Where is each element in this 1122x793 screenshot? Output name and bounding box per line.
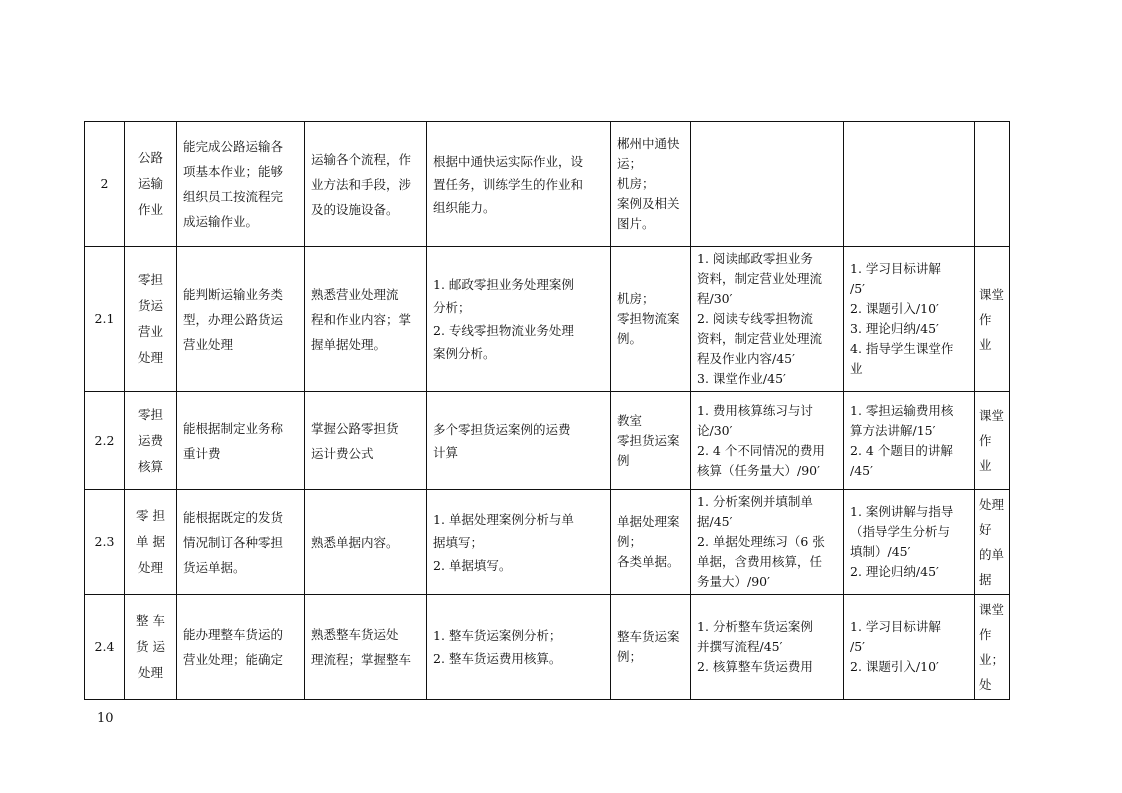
- cell-text-line: 握单据处理。: [311, 336, 387, 352]
- cell-text-line: 课堂作: [979, 408, 1005, 448]
- cell-text-line: 填制）/45′: [850, 544, 911, 559]
- cell-activity: [691, 392, 844, 490]
- cell-text-line: 2. 单据处理练习（6 张: [697, 534, 825, 549]
- cell-text-line: 单 据: [136, 534, 165, 549]
- cell-text-line: 程和作业内容；掌: [311, 311, 412, 327]
- cell-text-line: 1. 分析整车货运案例: [697, 619, 813, 634]
- table-row: [85, 595, 1010, 700]
- cell-module-name: [125, 595, 177, 700]
- cell-text-line: 掌握公路零担货: [311, 420, 399, 436]
- cell-text-line: 熟悉营业处理流: [311, 286, 399, 302]
- cell-activity: [691, 122, 844, 247]
- cell-ability: [177, 490, 305, 595]
- cell-task: [427, 392, 611, 490]
- page-number: 10: [97, 711, 114, 726]
- cell-method: [844, 247, 975, 392]
- cell-text-line: 整车货运案: [617, 629, 680, 644]
- cell-text-line: 及的设施设备。: [311, 201, 399, 217]
- cell-module-name: [125, 247, 177, 392]
- cell-text-line: 例。: [617, 331, 643, 346]
- cell-text-line: 能判断运输业务类: [183, 286, 284, 302]
- cell-text-line: 1. 整车货运案例分析；: [433, 628, 562, 643]
- cell-text: 2.3: [94, 534, 115, 549]
- cell-place: [611, 490, 691, 595]
- cell-module-name: [125, 122, 177, 247]
- cell-assessment: [975, 595, 1010, 700]
- cell-text-line: 并撰写流程/45′: [697, 639, 783, 654]
- cell-text-line: 1. 阅读邮政零担业务: [697, 251, 813, 266]
- curriculum-table: [84, 121, 1010, 700]
- cell-num: [85, 392, 125, 490]
- cell-task: [427, 595, 611, 700]
- cell-text-line: 2. 单据填写。: [433, 557, 512, 573]
- cell-text-line: 运输: [137, 176, 163, 191]
- cell-text-line: 分析；: [433, 300, 471, 315]
- cell-text-line: 能根据制定业务称: [183, 420, 284, 436]
- cell-method: [844, 490, 975, 595]
- cell-text-line: 业方法和手段，涉: [311, 176, 412, 192]
- cell-text-line: 零担: [137, 406, 163, 422]
- cell-text-line: 理流程；掌握整车: [311, 652, 412, 667]
- table-row: [85, 392, 1010, 490]
- cell-text-line: 型，办理公路货运: [183, 311, 284, 327]
- cell-text-line: 2. 阅读专线零担物流: [697, 311, 813, 326]
- cell-text-line: 2. 理论归纳/45′: [850, 564, 939, 579]
- cell-text-line: 的单据: [979, 547, 1005, 587]
- cell-text-line: 论/30′: [697, 422, 733, 438]
- cell-text-line: 业；处: [979, 652, 1005, 692]
- cell-module-name: [125, 392, 177, 490]
- cell-task: [427, 122, 611, 247]
- cell-text-line: /5′: [850, 281, 866, 296]
- cell-text-line: 2. 专线零担物流业务处理: [433, 323, 574, 338]
- cell-text-line: 2. 4 个不同情况的费用: [697, 442, 825, 458]
- cell-text-line: 能根据既定的发货: [183, 509, 284, 525]
- cell-knowledge: [305, 392, 427, 490]
- cell-text-line: 算方法讲解/15′: [850, 422, 936, 438]
- cell-num: [85, 595, 125, 700]
- cell-activity: [691, 247, 844, 392]
- cell-text-line: 重计费: [183, 445, 221, 461]
- cell-text: 2: [100, 176, 109, 191]
- cell-text-line: 零担物流案: [617, 311, 680, 326]
- cell-text-line: 根据中通快运实际作业，设: [433, 153, 584, 169]
- cell-num: [85, 490, 125, 595]
- table-row: [85, 490, 1010, 595]
- cell-text-line: 程/30′: [697, 291, 733, 306]
- cell-ability: [177, 392, 305, 490]
- table-row: [85, 247, 1010, 392]
- cell-text-line: 多个零担货运案例的运费: [433, 421, 571, 437]
- cell-task: [427, 490, 611, 595]
- cell-text-line: 熟悉整车货运处: [311, 627, 399, 642]
- cell-ability: [177, 595, 305, 700]
- cell-text-line: 单据处理案: [617, 514, 680, 529]
- cell-text-line: 业: [979, 336, 992, 352]
- cell-text-line: 营业处理: [183, 336, 234, 352]
- table-body: [85, 122, 1010, 700]
- cell-text-line: 业: [979, 458, 992, 473]
- cell-text-line: 资料，制定营业处理流: [697, 331, 823, 346]
- cell-text-line: 情况制订各种零担: [183, 534, 284, 550]
- cell-ability: [177, 247, 305, 392]
- cell-text-line: 4. 指导学生课堂作: [850, 341, 954, 356]
- cell-text-line: 1. 单据处理案例分析与单: [433, 511, 574, 527]
- cell-method: [844, 392, 975, 490]
- cell-text-line: 零担货运案: [617, 432, 680, 448]
- cell-text-line: 课堂作: [979, 286, 1005, 327]
- cell-text-line: 1. 零担运输费用核: [850, 402, 954, 418]
- cell-place: [611, 122, 691, 247]
- cell-assessment: [975, 247, 1010, 392]
- cell-text-line: 3. 课堂作业/45′: [697, 371, 786, 386]
- cell-text-line: 货运单据。: [183, 559, 246, 575]
- cell-text-line: 2. 核算整车货运费用: [697, 659, 813, 674]
- cell-text-line: 据填写；: [433, 534, 484, 550]
- cell-activity: [691, 490, 844, 595]
- cell-knowledge: [305, 490, 427, 595]
- cell-method: [844, 122, 975, 247]
- cell-text-line: 组织能力。: [433, 199, 496, 215]
- cell-text-line: 项基本作业；能够: [183, 164, 284, 179]
- cell-text-line: 作业: [137, 202, 163, 217]
- cell-text-line: 处理: [137, 350, 163, 365]
- cell-text-line: 案例分析。: [433, 346, 496, 361]
- cell-text: 2.4: [94, 639, 115, 654]
- cell-place: [611, 595, 691, 700]
- cell-text-line: 核算（任务量大）/90′: [697, 462, 820, 478]
- cell-text-line: 货运: [137, 298, 163, 313]
- cell-text-line: 熟悉单据内容。: [311, 534, 399, 550]
- cell-text-line: 能办理整车货运的: [183, 627, 284, 642]
- cell-text-line: 营业处理；能确定: [183, 652, 284, 667]
- cell-text-line: 1. 邮政零担业务处理案例: [433, 277, 574, 292]
- cell-text-line: 公路: [137, 150, 163, 165]
- cell-text-line: 组织员工按流程完: [183, 189, 284, 204]
- cell-text-line: 计算: [433, 444, 459, 460]
- cell-text-line: 2. 4 个题目的讲解: [850, 442, 953, 458]
- cell-text-line: 据/45′: [697, 514, 733, 529]
- cell-task: [427, 247, 611, 392]
- cell-text-line: 郴州中通快: [617, 136, 680, 151]
- cell-num: [85, 122, 125, 247]
- cell-text-line: 置任务，训练学生的作业和: [433, 176, 584, 192]
- cell-method: [844, 595, 975, 700]
- cell-text-line: 运计费公式: [311, 445, 374, 461]
- cell-module-name: [125, 490, 177, 595]
- cell-text-line: 核算: [137, 458, 163, 474]
- cell-text-line: 1. 学习目标讲解: [850, 261, 941, 276]
- cell-text-line: 机房；: [617, 291, 655, 306]
- cell-text-line: /45′: [850, 462, 873, 478]
- cell-text-line: 教室: [617, 412, 643, 428]
- cell-assessment: [975, 392, 1010, 490]
- cell-text-line: 运；: [617, 156, 643, 171]
- cell-text-line: 资料，制定营业处理流: [697, 271, 823, 286]
- cell-text-line: 2. 课题引入/10′: [850, 301, 939, 316]
- cell-text-line: 处理好: [979, 497, 1005, 537]
- cell-text-line: 1. 分析案例并填制单: [697, 494, 813, 509]
- cell-text-line: 运费: [137, 432, 163, 448]
- cell-text-line: 各类单据。: [617, 554, 680, 569]
- cell-text-line: 2. 课题引入/10′: [850, 659, 939, 674]
- cell-text-line: （指导学生分析与: [850, 524, 951, 539]
- cell-text-line: 1. 费用核算练习与讨: [697, 402, 813, 418]
- cell-text-line: 处理: [137, 665, 163, 680]
- cell-text-line: 例；: [617, 649, 643, 664]
- cell-text-line: 货 运: [136, 639, 165, 654]
- cell-text-line: 1. 学习目标讲解: [850, 619, 941, 634]
- cell-text: 2.1: [94, 311, 115, 326]
- cell-text-line: 处理: [137, 560, 163, 575]
- cell-text: 2.2: [94, 432, 115, 448]
- cell-ability: [177, 122, 305, 247]
- cell-text-line: 营业: [137, 324, 163, 339]
- cell-text-line: 零担: [137, 272, 163, 287]
- cell-text-line: 业: [850, 361, 863, 376]
- cell-text-line: 程及作业内容/45′: [697, 351, 795, 366]
- cell-text-line: 1. 案例讲解与指导: [850, 504, 954, 519]
- cell-text-line: 2. 整车货运费用核算。: [433, 651, 562, 666]
- cell-text-line: 例: [617, 452, 630, 468]
- cell-text-line: 零 担: [136, 508, 165, 523]
- cell-text-line: /5′: [850, 639, 866, 654]
- cell-text-line: 能完成公路运输各: [183, 139, 284, 154]
- cell-assessment: [975, 122, 1010, 247]
- cell-knowledge: [305, 595, 427, 700]
- cell-assessment: [975, 490, 1010, 595]
- table-row: [85, 122, 1010, 247]
- cell-activity: [691, 595, 844, 700]
- cell-text-line: 成运输作业。: [183, 214, 259, 229]
- cell-text-line: 单据，含费用核算，任: [697, 554, 823, 569]
- cell-text-line: 务量大）/90′: [697, 574, 770, 589]
- cell-knowledge: [305, 122, 427, 247]
- cell-place: [611, 247, 691, 392]
- cell-text-line: 案例及相关: [617, 196, 680, 211]
- cell-text-line: 运输各个流程，作: [311, 151, 412, 167]
- cell-num: [85, 247, 125, 392]
- cell-text-line: 整 车: [136, 613, 165, 628]
- cell-knowledge: [305, 247, 427, 392]
- cell-text-line: 例；: [617, 534, 643, 549]
- cell-text-line: 3. 理论归纳/45′: [850, 321, 939, 336]
- cell-text-line: 机房；: [617, 176, 655, 191]
- cell-text-line: 课堂作: [979, 602, 1005, 642]
- cell-place: [611, 392, 691, 490]
- cell-text-line: 图片。: [617, 216, 655, 231]
